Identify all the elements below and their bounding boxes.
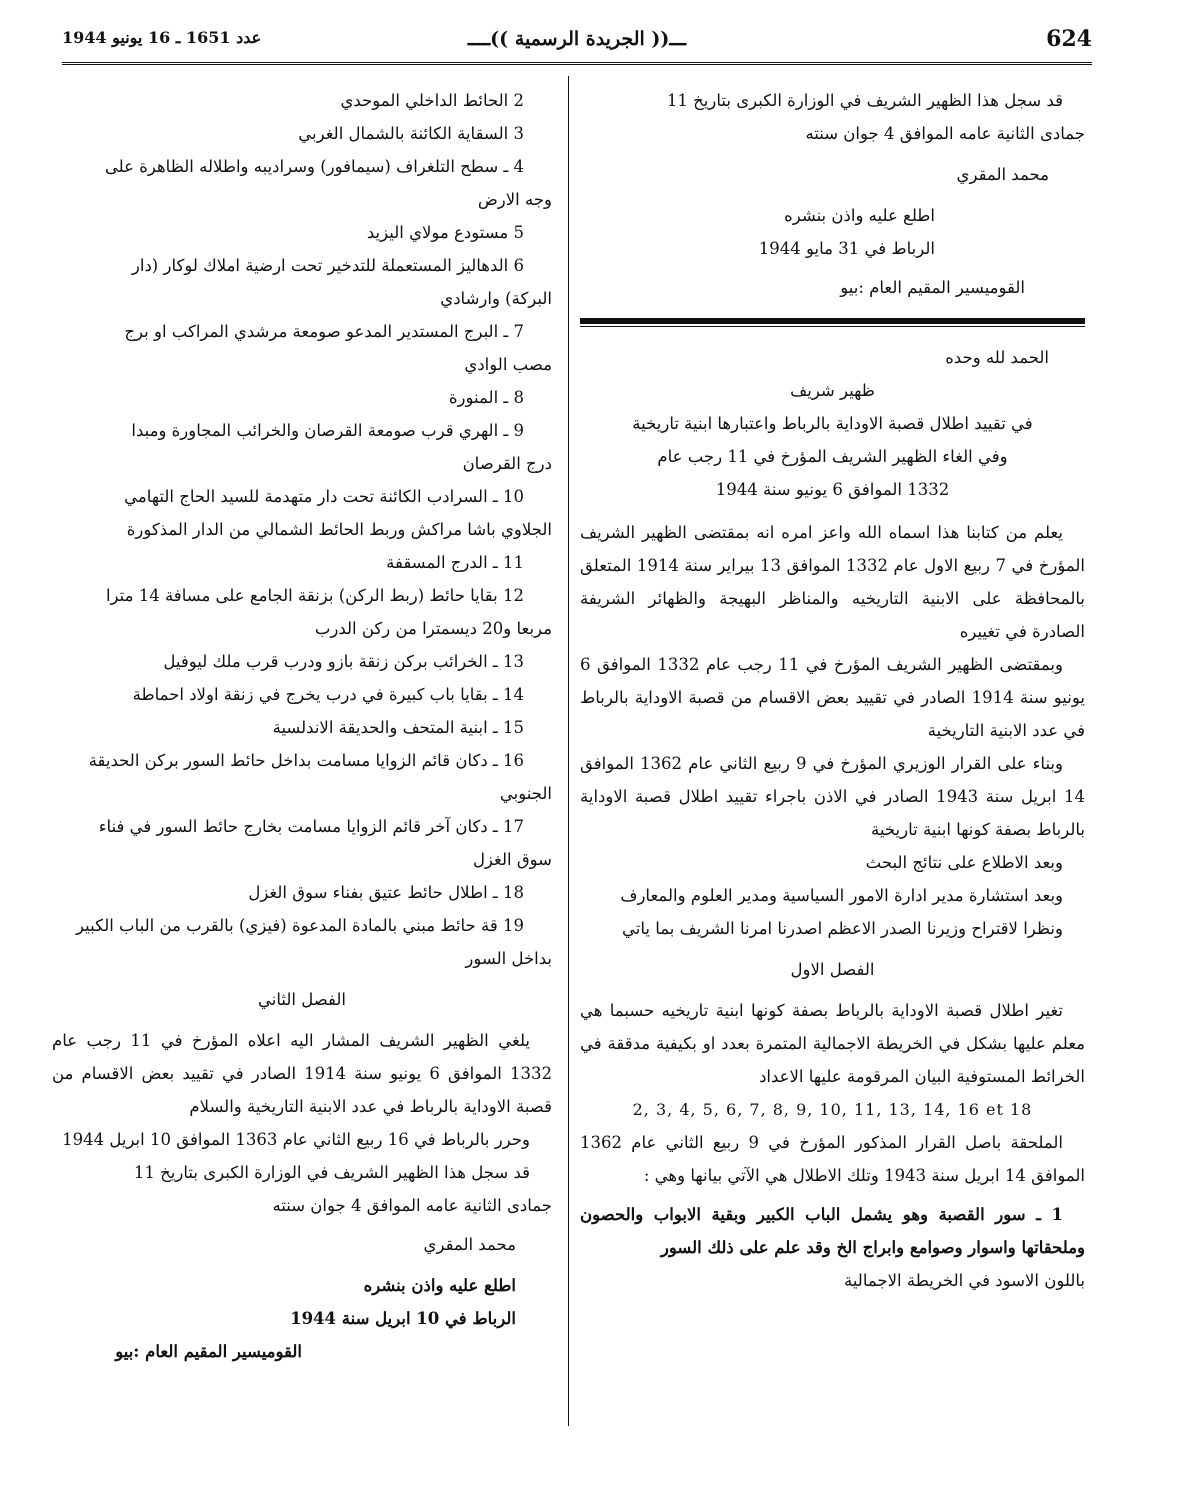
body-paragraph: وبعد الاطلاع على نتائج البحث — [865, 853, 1063, 872]
list-item: 7 ـ البرج المستدير المدعو صومعة مرشدي المراكب او برج — [124, 322, 524, 341]
right-column — [580, 84, 1085, 1297]
list-item: 5 مستودع مولاي اليزيد — [366, 223, 524, 242]
list-item-continued: بداخل السور — [465, 949, 552, 968]
list-item: 17 ـ دكان آخر قائم الزوايا مسامت بخارج حائط السور في فناء — [98, 817, 524, 836]
registration-line: قد سجل هذا الظهير الشريف في الوزارة الكبرى بتاريخ 11 — [666, 91, 1063, 110]
dahir-subject: في تقييد اطلال قصبة الاوداية بالرباط واعتبارها ابنية تاريخية — [632, 414, 1033, 433]
chapter-text: يلغي الظهير الشريف المشار اليه اعلاه المؤرخ في 11 رجب عام 1332 الموافق 6 يونيو سنة 1914 الصادر في تقييد بعض الاقسام من قصبة الاوداية بالرباط في عدد الابنية التاريخية والسلام — [52, 1031, 552, 1116]
list-item: 3 السقاية الكائنة بالشمال الغربي — [298, 124, 524, 143]
registration-line: جمادى الثانية عامه الموافق 4 جوان سنته — [272, 1196, 552, 1215]
column-divider — [568, 76, 569, 1426]
list-item: 14 ـ بقايا باب كبيرة في درب يخرج في زنقة اولاد احماطة — [132, 685, 524, 704]
list-item: 4 ـ سطح التلغراف (سيمافور) وسراديبه واطلاله الظاهرة على — [104, 157, 524, 176]
chapter-heading: الفصل الثاني — [258, 990, 346, 1009]
list-item: 13 ـ الخرائب بركن زنقة بازو ودرب قرب ملك ليوفيل — [163, 652, 524, 671]
list-item-continued: باللون الاسود في الخريطة الاجمالية — [843, 1271, 1085, 1290]
list-item: 10 ـ السرادب الكائنة تحت دار متهدمة للسيد الحاج التهامي — [124, 487, 524, 506]
approval-date: الرباط في 10 ابريل سنة 1944 — [290, 1309, 516, 1328]
header-rule — [62, 62, 1092, 68]
gazette-title: ـــ(( الجريدة الرسمية ))ــــ — [467, 28, 687, 50]
list-item-continued: البركة) وارشادي — [440, 289, 552, 308]
dahir-subject: 1332 الموافق 6 يونيو سنة 1944 — [715, 480, 950, 499]
page-number: 624 — [1046, 26, 1092, 52]
resident-general: القوميسير المقيم العام :بيو — [840, 278, 1025, 297]
body-paragraph: يعلم من كتابنا هذا اسماه الله واعز امره انه بمقتضى الظهير الشريف المؤرخ في 7 ربيع الاول عام 1332 الموافق 13 بيراير سنة 1914 المتعلق بالمحافظة على الابنية التاريخيه والمناظر البهيجة والظهائر الشريفة الصادرة في تغييره — [580, 523, 1085, 641]
praise-line: الحمد لله وحده — [945, 348, 1049, 367]
dahir-subject: وفي الغاء الظهير الشريف المؤرخ في 11 رجب عام — [657, 447, 1008, 466]
list-item-continued: الجنوبي — [499, 784, 552, 803]
list-item-continued: مصب الوادي — [464, 355, 552, 374]
approval-line: اطلع عليه واذن بنشره — [363, 1276, 516, 1295]
map-numbers: 2, 3, 4, 5, 6, 7, 8, 9, 10, 11, 13, 14, 16 et 18 — [632, 1100, 1033, 1119]
list-item: 15 ـ ابنية المتحف والحديقة الاندلسية — [272, 718, 524, 737]
monument-list — [52, 84, 552, 975]
list-item-continued: مربعا و20 ديسمترا من ركن الدرب — [314, 619, 552, 638]
made-at-line: وحرر بالرباط في 16 ربيع الثاني عام 1363 الموافق 10 ابريل 1944 — [62, 1130, 530, 1149]
chapter-text: تغير اطلال قصبة الاوداية بالرباط بصفة كونها ابنية تاريخيه حسبما هي معلم عليها بشكل في الخريطة الاجمالية المتمرة بعدد او بكيفية مدققة في الخرائط المستوفية البيان المرقومة عليها الاعداد — [580, 1001, 1085, 1086]
list-item: 16 ـ دكان قائم الزوايا مسامت بداخل حائط السور بركن الحديقة — [88, 751, 524, 770]
chapter-heading: الفصل الاول — [790, 960, 875, 979]
list-item: 2 الحائط الداخلي الموحدي — [340, 91, 524, 110]
body-paragraph: وبمقتضى الظهير الشريف المؤرخ في 11 رجب عام 1332 الموافق 6 يونيو سنة 1914 الصادر في تقييد بعض الاقسام من قصبة الاوداية بالرباط في عدد الابنية التاريخية — [580, 655, 1085, 740]
list-item: 19 قة حائط مبني بالمادة المدعوة (فيزي) بالقرب من الباب الكبير — [76, 916, 524, 935]
left-column — [52, 84, 552, 1368]
signer-name: محمد المقري — [423, 1235, 516, 1254]
resident-general: القوميسير المقيم العام :بيو — [115, 1342, 302, 1361]
signer-name: محمد المقري — [956, 165, 1049, 184]
body-paragraph: وبعد استشارة مدير ادارة الامور السياسية ومدير العلوم والمعارف — [620, 886, 1063, 905]
page-header — [62, 22, 1092, 60]
body-paragraph: وبناء على القرار الوزيري المؤرخ في 9 ربيع الثاني عام 1362 الموافق 14 ابريل سنة 1943 الصادر في الاذن باجراء تقييد اطلال قصبة الاوداية بالرباط بصفة كونها ابنية تاريخية — [580, 754, 1085, 839]
list-item-continued: وجه الارض — [477, 190, 552, 209]
body-paragraph: ونظرا لاقتراح وزيرنا الصدر الاعظم اصدرنا امرنا الشريف بما ياتي — [622, 919, 1063, 938]
dahir-title: ظهير شريف — [790, 381, 875, 400]
list-item: 18 ـ اطلال حائط عتيق بفناء سوق الغزل — [248, 883, 524, 902]
list-item-continued: الجلاوي باشا مراكش وربط الحائط الشمالي من الدار المذكورة — [126, 520, 552, 539]
issue-date: عدد 1651 ـ 16 يونيو 1944 — [62, 28, 262, 47]
list-item: 1 ـ سور القصبة وهو يشمل الباب الكبير وبقية الابواب والحصون وملحقاتها واسوار وصوامع وابراج الخ وقد علم على ذلك السور — [580, 1205, 1085, 1257]
list-item: 11 ـ الدرج المسقفة — [386, 553, 524, 572]
chapter-text: الملحقة باصل القرار المذكور المؤرخ في 9 ربيع الثاني عام 1362 الموافق 14 ابريل سنة 1943 وتلك الاطلال هي الآتي بيانها وهي : — [580, 1133, 1085, 1185]
list-item-continued: سوق الغزل — [472, 850, 552, 869]
approval-line: اطلع عليه واذن بنشره — [784, 206, 935, 225]
list-item: 12 بقايا حائط (ربط الركن) بزنقة الجامع على مسافة 14 مترا — [105, 586, 524, 605]
list-item: 8 ـ المنورة — [448, 388, 524, 407]
registration-line: قد سجل هذا الظهير الشريف في الوزارة الكبرى بتاريخ 11 — [133, 1163, 530, 1182]
list-item: 6 الدهاليز المستعملة للتدخير تحت ارضية املاك لوكار (دار — [131, 256, 524, 275]
approval-date: الرباط في 31 مايو 1944 — [758, 239, 935, 258]
registration-line: جمادى الثانية عامه الموافق 4 جوان سنته — [805, 124, 1085, 143]
section-separator — [580, 318, 1085, 327]
list-item: 9 ـ الهري قرب صومعة القرصان والخرائب المجاورة ومبدا — [131, 421, 524, 440]
list-item-continued: درج القرصان — [462, 454, 552, 473]
